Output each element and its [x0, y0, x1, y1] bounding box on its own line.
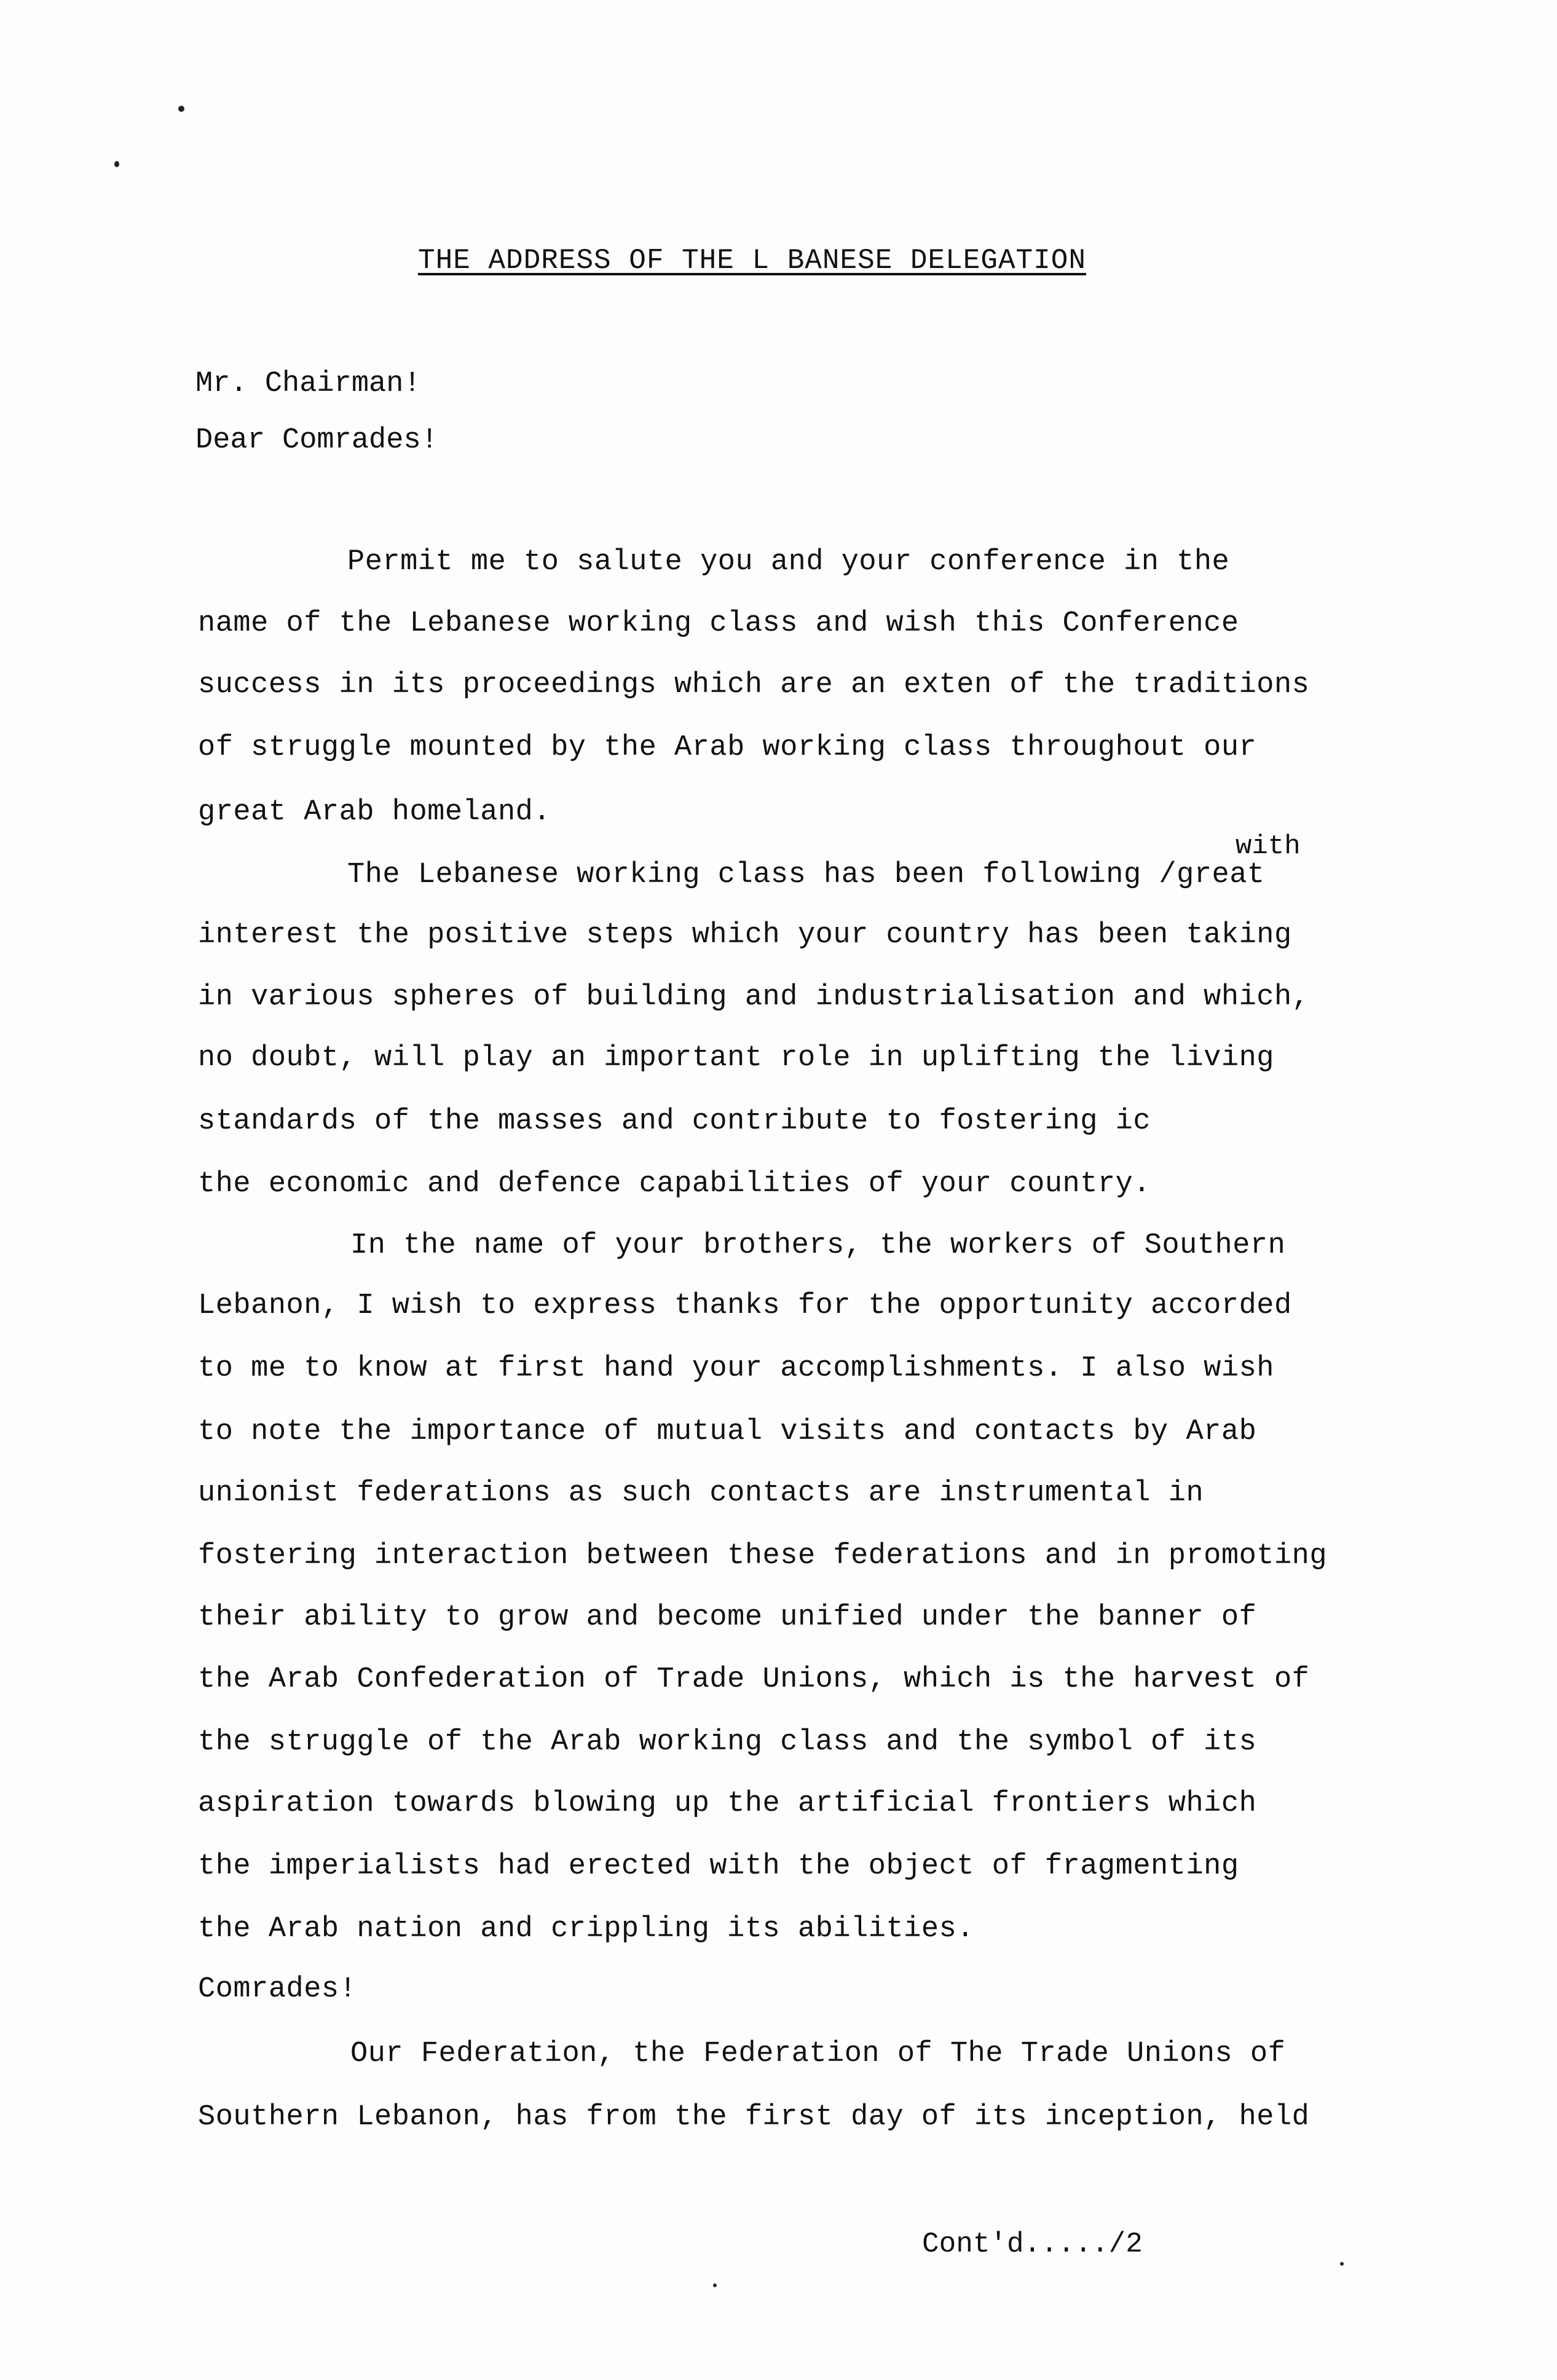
body-line: to note the importance of mutual visits and contacts by Arab — [198, 1416, 1257, 1448]
body-line: Our Federation, the Federation of The Trade Unions of — [350, 2038, 1286, 2070]
body-line: in various spheres of building and industrialisation and which, — [198, 981, 1310, 1014]
body-line: standards of the masses and contribute to fostering ic — [198, 1105, 1151, 1138]
body-line: Permit me to salute you and your conference in the — [347, 546, 1230, 578]
body-line: In the name of your brothers, the workers of Southern — [350, 1229, 1286, 1262]
body-line: no doubt, will play an important role in uplifting the living — [198, 1042, 1274, 1074]
continuation-note: Cont'd...../2 — [922, 2228, 1143, 2260]
interlinear-insertion: with — [1236, 831, 1301, 862]
scan-speck — [713, 2283, 717, 2287]
body-line: success in its proceedings which are an exten of the traditions — [198, 669, 1310, 701]
body-line: the struggle of the Arab working class and the symbol of its — [198, 1726, 1257, 1759]
salutation-chairman: Mr. Chairman! — [195, 368, 421, 400]
body-line: Lebanon, I wish to express thanks for the opportunity accorded — [198, 1290, 1292, 1322]
salutation-comrades: Dear Comrades! — [195, 424, 438, 457]
body-line: aspiration towards blowing up the artificial frontiers which — [198, 1787, 1257, 1820]
body-line: Comrades! — [198, 1973, 357, 2006]
body-line: Southern Lebanon, has from the first day of its inception, held — [198, 2101, 1310, 2134]
scan-speck — [1340, 2262, 1344, 2266]
body-line: the imperialists had erected with the object of fragmenting — [198, 1850, 1239, 1883]
body-line: unionist federations as such contacts are instrumental in — [198, 1477, 1204, 1510]
body-line: great Arab homeland. — [198, 796, 551, 829]
body-line: to me to know at first hand your accomplishments. I also wish — [198, 1352, 1274, 1385]
document-title: THE ADDRESS OF THE L BANESE DELEGATION — [418, 245, 1086, 277]
body-line: interest the positive steps which your country has been taking — [198, 919, 1292, 952]
body-line: fostering interaction between these federations and in promoting — [198, 1540, 1328, 1572]
scan-speck — [114, 161, 119, 167]
body-line: the Arab nation and crippling its abilities. — [198, 1913, 975, 1945]
body-line: of struggle mounted by the Arab working class throughout our — [198, 731, 1257, 764]
body-line: name of the Lebanese working class and wish this Conference — [198, 607, 1239, 640]
body-line: the Arab Confederation of Trade Unions, which is the harvest of — [198, 1663, 1310, 1696]
body-line: The Lebanese working class has been following /great — [347, 859, 1265, 891]
body-line: their ability to grow and become unified under the banner of — [198, 1601, 1257, 1634]
scan-speck — [178, 106, 184, 112]
body-line: the economic and defence capabilities of your country. — [198, 1168, 1151, 1200]
